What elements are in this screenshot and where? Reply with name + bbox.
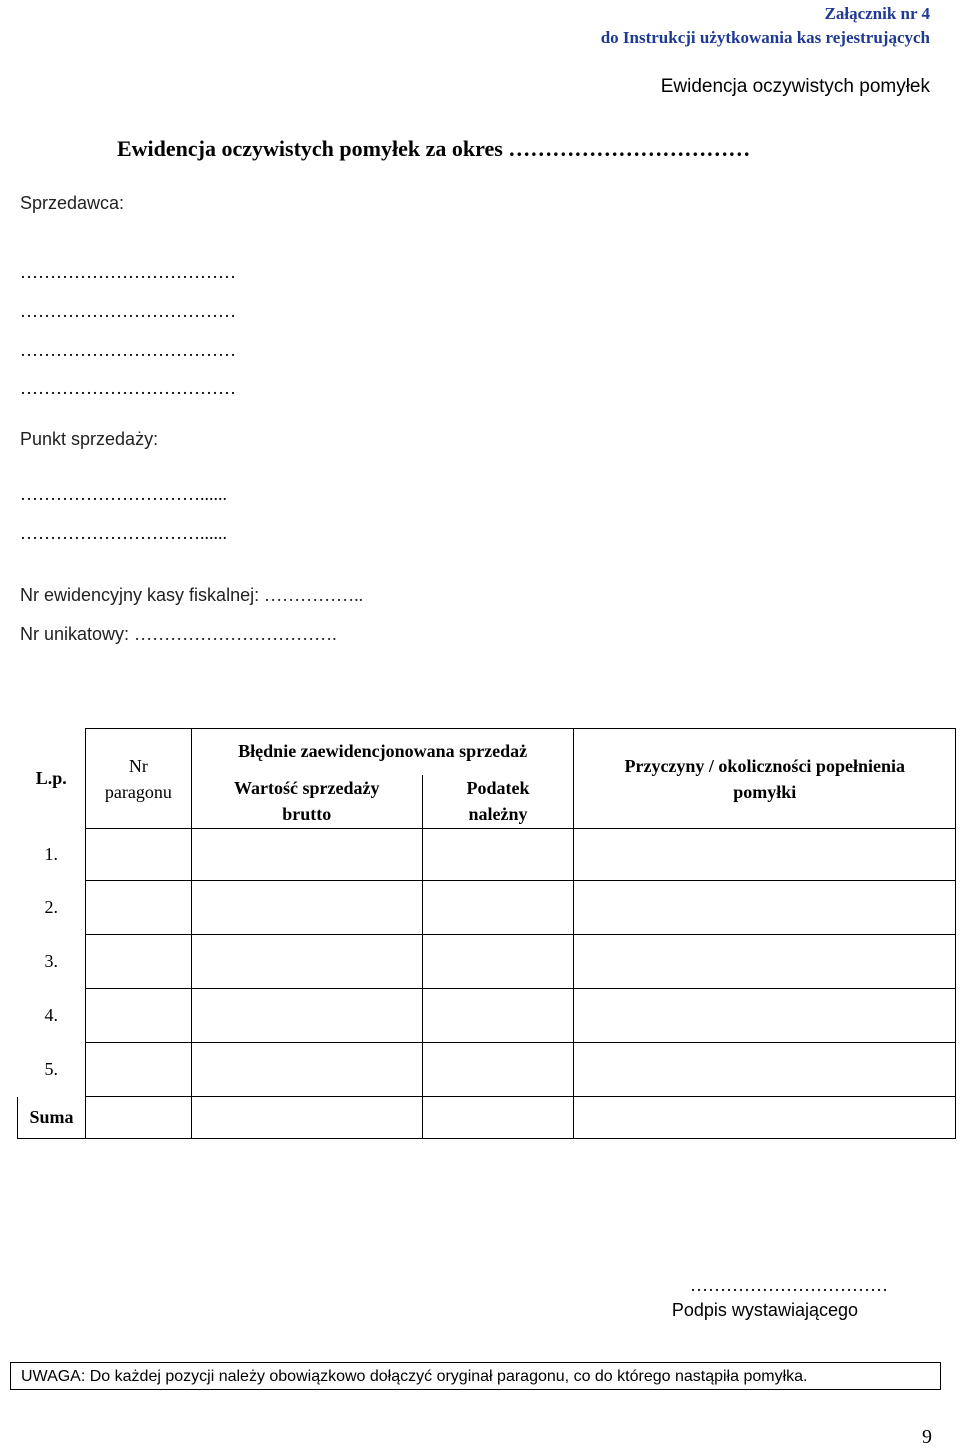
receipt-number-cell[interactable]: [85, 881, 191, 935]
unique-number-field[interactable]: …………………………….: [134, 624, 337, 644]
unique-number-row: [20, 624, 337, 645]
header-incorrect-sale: Błędnie zaewidencjonowana sprzedaż: [191, 729, 574, 775]
seller-label: Sprzedawca:: [20, 193, 125, 213]
errors-table: [17, 728, 956, 1139]
sale-point-line[interactable]: …………………………......: [20, 484, 227, 504]
header-receipt-number: [85, 729, 191, 829]
seller-line[interactable]: ………………………………: [20, 340, 236, 360]
tax-due-cell[interactable]: [422, 989, 574, 1043]
header-gross-value-line1: Wartość sprzedaży: [234, 778, 380, 799]
sum-label: Suma: [18, 1097, 86, 1139]
receipt-number-cell[interactable]: [85, 935, 191, 989]
document-subtitle: Ewidencja oczywistych pomyłek: [660, 76, 930, 97]
receipt-number-cell[interactable]: [85, 829, 191, 881]
row-number: 2.: [44, 897, 58, 917]
gross-value-cell[interactable]: [191, 881, 422, 935]
tax-due-cell[interactable]: [422, 829, 574, 881]
seller-line[interactable]: ………………………………: [20, 378, 236, 398]
unique-number-label: Nr unikatowy:: [20, 624, 130, 644]
gross-value-cell[interactable]: [191, 1043, 422, 1097]
seller-line[interactable]: ………………………………: [20, 301, 236, 321]
header-reasons-line2: pomyłki: [733, 781, 797, 802]
sale-point-label: Punkt sprzedaży:: [20, 429, 159, 449]
sale-point-line[interactable]: …………………………......: [20, 523, 227, 543]
header-receipt-line1: Nr: [128, 755, 148, 776]
tax-due-cell[interactable]: [422, 881, 574, 935]
fiscal-number-row: [20, 585, 363, 606]
signature-field[interactable]: ……………………………: [690, 1275, 888, 1295]
page-title: Ewidencja oczywistych pomyłek za okres ……………………………: [117, 136, 751, 161]
sum-gross-value-cell[interactable]: [191, 1097, 422, 1139]
header-gross-value: [191, 775, 422, 829]
receipt-number-cell[interactable]: [85, 989, 191, 1043]
gross-value-cell[interactable]: [191, 829, 422, 881]
sum-receipt-cell[interactable]: [85, 1097, 191, 1139]
header-reasons: [574, 729, 956, 829]
gross-value-cell[interactable]: [191, 989, 422, 1043]
signature-label: Podpis wystawiającego: [671, 1300, 858, 1320]
reason-cell[interactable]: [574, 935, 956, 989]
row-number: 4.: [44, 1005, 58, 1025]
attachment-reference: do Instrukcji użytkowania kas rejestrujących: [600, 28, 930, 47]
sum-reason-cell[interactable]: [574, 1097, 956, 1139]
page-number: 9: [922, 1426, 932, 1448]
note-box: UWAGA: Do każdej pozycji należy obowiązkowo dołączyć oryginał paragonu, co do którego nastąpiła pomyłka.: [10, 1362, 941, 1390]
fiscal-number-field[interactable]: ……………..: [264, 585, 364, 605]
reason-cell[interactable]: [574, 989, 956, 1043]
header-reasons-line1: Przyczyny / okoliczności popełnienia: [624, 755, 905, 776]
reason-cell[interactable]: [574, 1043, 956, 1097]
header-gross-value-line2: brutto: [282, 804, 332, 825]
sum-tax-due-cell[interactable]: [422, 1097, 574, 1139]
table-row: [18, 1043, 956, 1097]
row-number: 1.: [44, 844, 58, 864]
header-tax-due: [422, 775, 574, 829]
row-number: 5.: [44, 1059, 58, 1079]
tax-due-cell[interactable]: [422, 1043, 574, 1097]
table-row: [18, 989, 956, 1043]
table-row: [18, 881, 956, 935]
header-lp: L.p.: [35, 768, 67, 788]
sum-row: [18, 1097, 956, 1139]
table-row: [18, 829, 956, 881]
reason-cell[interactable]: [574, 829, 956, 881]
attachment-number: Załącznik nr 4: [824, 4, 930, 23]
fiscal-number-label: Nr ewidencyjny kasy fiskalnej:: [20, 585, 260, 605]
receipt-number-cell[interactable]: [85, 1043, 191, 1097]
row-number: 3.: [44, 951, 58, 971]
header-receipt-line2: paragonu: [104, 781, 172, 802]
header-tax-due-line2: należny: [468, 804, 528, 825]
table-row: [18, 935, 956, 989]
seller-line[interactable]: ………………………………: [20, 262, 236, 282]
header-tax-due-line1: Podatek: [466, 778, 530, 799]
reason-cell[interactable]: [574, 881, 956, 935]
gross-value-cell[interactable]: [191, 935, 422, 989]
tax-due-cell[interactable]: [422, 935, 574, 989]
